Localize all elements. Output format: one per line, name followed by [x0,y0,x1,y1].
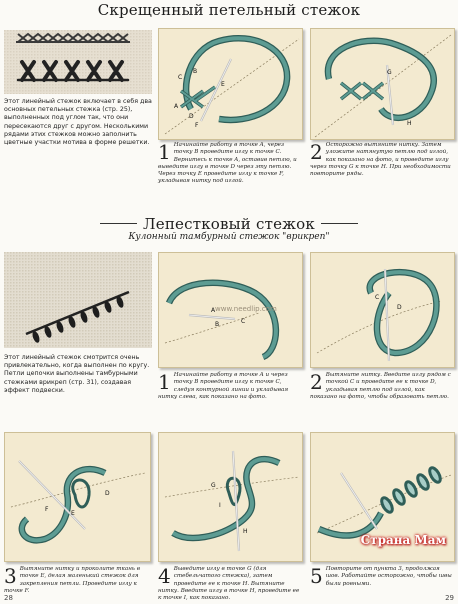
step-text: Начинайте работу в точке A, через точку B проведите иглу к точке C. Вернитесь к точке A, оставив петлю, и выведите иглу в точке D через эту петлю. Через точку E проведите иглу к точке F, укладывая нитку под иглой. [158,142,297,185]
step-text: Вытяните нитку. Введите иглу рядом с точкой C и проведите ее к точке D, укладывая петлю под иглой, как показано на фото, чтобы образовать петлю. [310,372,451,400]
point-label: C [375,294,380,301]
diagram-panel-2-1 [158,252,303,368]
diagram-panel-2-3 [4,432,151,562]
point-label: F [45,506,49,513]
point-label: G [387,69,392,76]
point-label: D [397,304,402,311]
point-label: A [211,307,216,314]
section2-subtitle: Кулонный тамбурный стежок "врикреп" [128,232,330,242]
step-number: 2 [310,370,323,394]
section1-title: Скрещенный петельный стежок [92,1,366,19]
point-label: C [178,74,183,81]
diagram-panel-1-2 [310,28,455,140]
point-label: E [71,510,75,517]
point-label: E [221,81,225,88]
point-label: G [211,482,216,489]
point-label: C [241,318,246,325]
step-text: Начинайте работу в точке A и через точку B проведите иглу к точке C, следуя контурной линии и укладывая нитку слева, как показано на фото. [158,372,289,400]
page-number-left: 28 [4,594,13,602]
watermark-text: www.needlip.com [215,305,277,313]
point-label: I [219,502,221,509]
step-text: Повторите от пункта 3, продолжая шов. Работайте осторожно, чтобы швы были ровными. [325,566,452,587]
page-number-right: 29 [445,594,454,602]
fabric-sample-petal-stitch [4,252,152,348]
step-2-1 [158,372,300,401]
point-label: F [195,122,199,129]
step-1-1 [158,142,300,186]
point-label: B [215,321,220,328]
step-number: 3 [4,564,17,588]
step-number: 1 [158,140,171,164]
step-2-3 [4,566,150,595]
step-number: 5 [310,564,323,588]
step-text: Вытяните нитку и проколите ткань в точке E, делая маленький стежок для закрепления петли. Проведите иглу к точке F. [4,566,140,594]
point-label: D [105,490,110,497]
section2-description: Этот линейный стежок смотрится очень привлекательно, когда выполнен по кругу. Петли цепочки выполнены тамбурными стежками врикреп (стр. 31), создавая эффект подвески. [4,354,150,394]
site-logo: Страна Мам [360,533,446,547]
step-number: 2 [310,140,323,164]
point-label: D [189,113,194,120]
section1-header [0,0,458,20]
point-label: H [407,120,412,127]
point-label: A [174,103,179,110]
step-text: Выведите иглу в точке G (для стебельчатого стежка), затем проведите ее к точке H. Вытяните нитку. Введите иглу в точке H, проведите ее к точке I, как показано. [158,566,300,602]
diagram-panel-2-5 [310,432,455,562]
step-2-4 [158,566,300,602]
diagram-panel-1-1 [158,28,303,140]
step-1-2 [310,142,453,178]
diagram-panel-2-4 [158,432,303,562]
step-2-5 [310,566,453,588]
section2-header [0,214,458,232]
section1-description: Этот линейный стежок включает в себя два основных петельных стежка (стр. 25), выполненных под углом так, что они пересекаются друг с другом. Несколькими рядами этих стежков можно заполнить цветные участки мотива в форме решетки. [4,98,152,147]
step-text: Осторожно вытяните нитку. Затем уложите натянутую петлю под иглой, как показано на фото, и проведите иглу через точку G к точке H. При необходимости повторите ряды. [310,142,451,178]
step-number: 1 [158,370,171,394]
section2-title: Лепестковый стежок [137,215,321,233]
point-label: B [193,68,198,75]
diagram-panel-2-2 [310,252,455,368]
step-number: 4 [158,564,171,588]
fabric-sample-crossed-buttonhole [4,30,152,94]
step-2-2 [310,372,453,401]
point-label: H [243,528,248,535]
